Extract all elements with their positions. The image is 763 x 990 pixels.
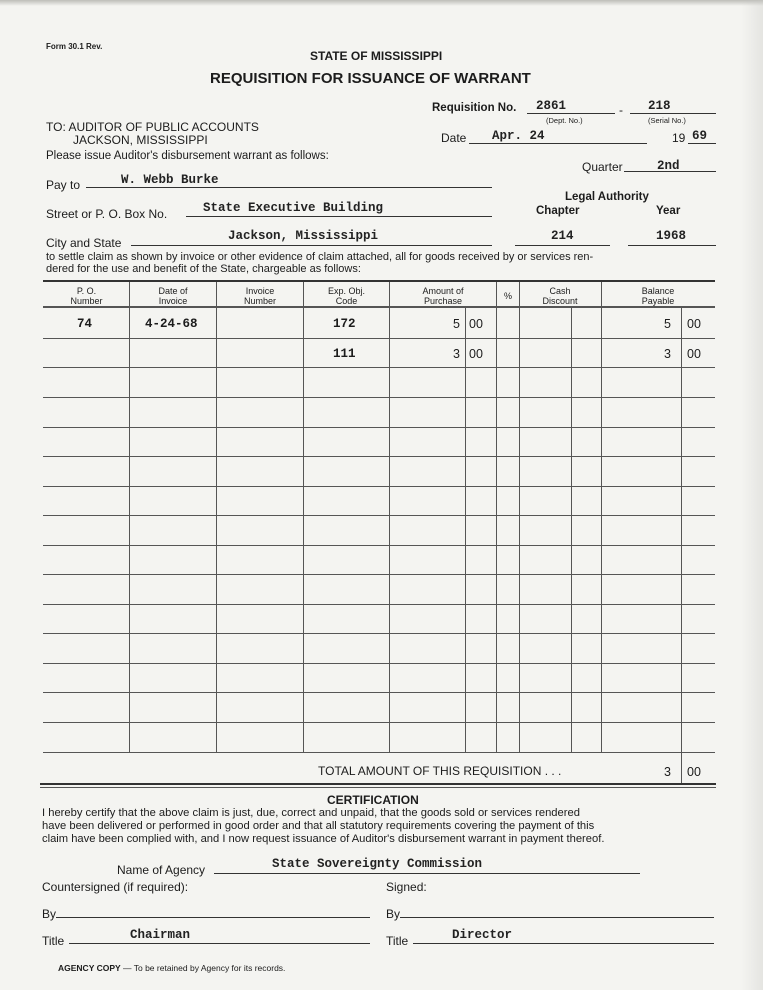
agency-label: Name of Agency [117,863,206,877]
row-rule [43,427,715,428]
footer-note [58,964,285,973]
requisition-dash: - [619,103,623,117]
header-amount: Amount of Purchase [422,286,464,306]
instruction-text: Please issue Auditor's disbursement warrant as follows: [46,150,329,162]
col-rule-cents-balance [681,308,682,784]
city-label: City and State [46,236,122,250]
right-title-line [413,943,714,944]
row-rule [43,752,715,753]
col-rule-2 [216,282,217,752]
agency-value[interactable]: State Sovereignty Commission [272,857,483,871]
footer-rest: — To be retained by Agency for its records. [120,963,286,973]
header-invoice: Invoice Number [243,286,276,306]
total-cents[interactable]: 00 [687,765,701,779]
right-by-label: By [386,907,401,921]
dept-no-line [527,113,615,114]
header-percent: % [503,291,512,301]
page-title: REQUISITION FOR ISSUANCE OF WARRANT [210,70,531,87]
row2-amount-dollars[interactable]: 3 [453,347,460,361]
chapter-label: Chapter [536,205,580,217]
to-line1: TO: AUDITOR OF PUBLIC ACCOUNTS [46,120,259,134]
right-by-line[interactable] [400,917,714,918]
pay-to-value[interactable]: W. Webb Burke [121,173,219,187]
left-by-label: By [42,907,57,921]
row2-balance-dollars[interactable]: 3 [664,347,671,361]
pay-to-line [86,187,492,188]
header-date: Date of Invoice [158,286,188,306]
to-line2: JACKSON, MISSISSIPPI [73,133,208,147]
col-rule-7 [601,282,602,752]
total-dollars[interactable]: 3 [664,765,671,779]
serial-no-value[interactable]: 218 [648,99,671,113]
pay-to-label: Pay to [46,178,81,192]
quarter-label: Quarter [582,160,623,174]
left-by-line[interactable] [56,917,370,918]
row-rule [43,397,715,398]
col-rule-cents-discount [571,308,572,752]
row-rule [43,574,715,575]
quarter-value[interactable]: 2nd [657,159,680,173]
certification-line2: have been delivered or performed in good order and that all statutory requirements covering the payment of this [42,820,595,832]
paper-top-edge [0,0,763,6]
date-year-prefix: 19 [672,131,686,145]
row1-balance-dollars[interactable]: 5 [664,317,671,331]
serial-no-caption: (Serial No.) [648,116,686,125]
agency-line [214,873,640,874]
total-rule-2 [40,787,716,788]
state-heading: STATE OF MISSISSIPPI [310,49,443,63]
legal-year-value[interactable]: 1968 [656,229,687,243]
row2-exp-code[interactable]: 111 [333,347,356,361]
dept-no-value[interactable]: 2861 [536,99,567,113]
row1-amount-cents[interactable]: 00 [469,317,483,331]
countersigned-label: Countersigned (if required): [42,880,189,894]
row1-amount-dollars[interactable]: 5 [453,317,460,331]
certification-heading: CERTIFICATION [327,793,419,807]
legal-year-label: Year [656,205,681,217]
row-rule [43,486,715,487]
row1-po[interactable]: 74 [77,317,93,331]
date-label: Date [441,131,467,145]
row-rule [43,545,715,546]
row-rule [43,663,715,664]
street-label: Street or P. O. Box No. [46,207,168,221]
table-header-rule-2 [43,307,715,308]
signed-label: Signed: [386,880,427,894]
date-year-value[interactable]: 69 [692,129,708,143]
header-exp-obj: Exp. Obj. Code [327,286,365,306]
chapter-value[interactable]: 214 [551,229,574,243]
chapter-line [515,245,610,246]
left-title-line [69,943,370,944]
row-rule [43,722,715,723]
row-rule [43,515,715,516]
right-title-label: Title [386,934,409,948]
row-rule [43,456,715,457]
date-line [469,143,647,144]
serial-no-line [630,113,716,114]
certification-line3: claim have been complied with, and I now request issuance of Auditor's disbursement warrant in payment thereof. [42,833,605,845]
certification-line1: I hereby certify that the above claim is just, due, correct and unpaid, that the goods sold or services rendered [42,807,580,819]
col-rule-5 [496,282,497,752]
date-year-line [688,143,716,144]
requisition-label: Requisition No. [432,102,517,114]
paper-right-edge [741,0,763,990]
settle-text-line1: to settle claim as shown by invoice or other evidence of claim attached, all for goods received by or services ren- [46,251,594,263]
city-value[interactable]: Jackson, Mississippi [228,229,379,243]
city-line [131,245,492,246]
row1-date[interactable]: 4-24-68 [145,317,198,331]
legal-year-line [628,245,716,246]
street-line [186,216,492,217]
form-number: Form 30.1 Rev. [46,42,103,51]
left-title-value[interactable]: Chairman [130,928,191,942]
total-rule [40,783,716,785]
row2-balance-cents[interactable]: 00 [687,347,701,361]
table-top-rule [43,280,715,282]
dept-no-caption: (Dept. No.) [546,116,583,125]
col-rule-4 [389,282,390,752]
row-rule [43,367,715,368]
legal-authority-label: Legal Authority [565,191,649,203]
col-rule-cents-amount [465,308,466,752]
row-rule [43,692,715,693]
col-rule-3 [303,282,304,752]
row1-balance-cents[interactable]: 00 [687,317,701,331]
col-rule-6 [519,282,520,752]
date-value[interactable]: Apr. 24 [492,129,545,143]
header-balance: Balance Payable [641,286,675,306]
row2-amount-cents[interactable]: 00 [469,347,483,361]
settle-text-line2: dered for the use and benefit of the State, chargeable as follows: [46,263,361,275]
row1-exp-code[interactable]: 172 [333,317,356,331]
right-title-value[interactable]: Director [452,928,513,942]
header-cash-discount: Cash Discount [542,286,578,306]
left-title-label: Title [42,934,65,948]
row-rule [43,604,715,605]
row-rule [43,338,715,339]
header-po: P. O. Number [70,286,103,306]
street-value[interactable]: State Executive Building [203,201,384,215]
total-label: TOTAL AMOUNT OF THIS REQUISITION . . . [318,764,562,778]
row-rule [43,633,715,634]
footer-bold: AGENCY COPY [58,963,121,973]
col-rule-1 [129,282,130,752]
